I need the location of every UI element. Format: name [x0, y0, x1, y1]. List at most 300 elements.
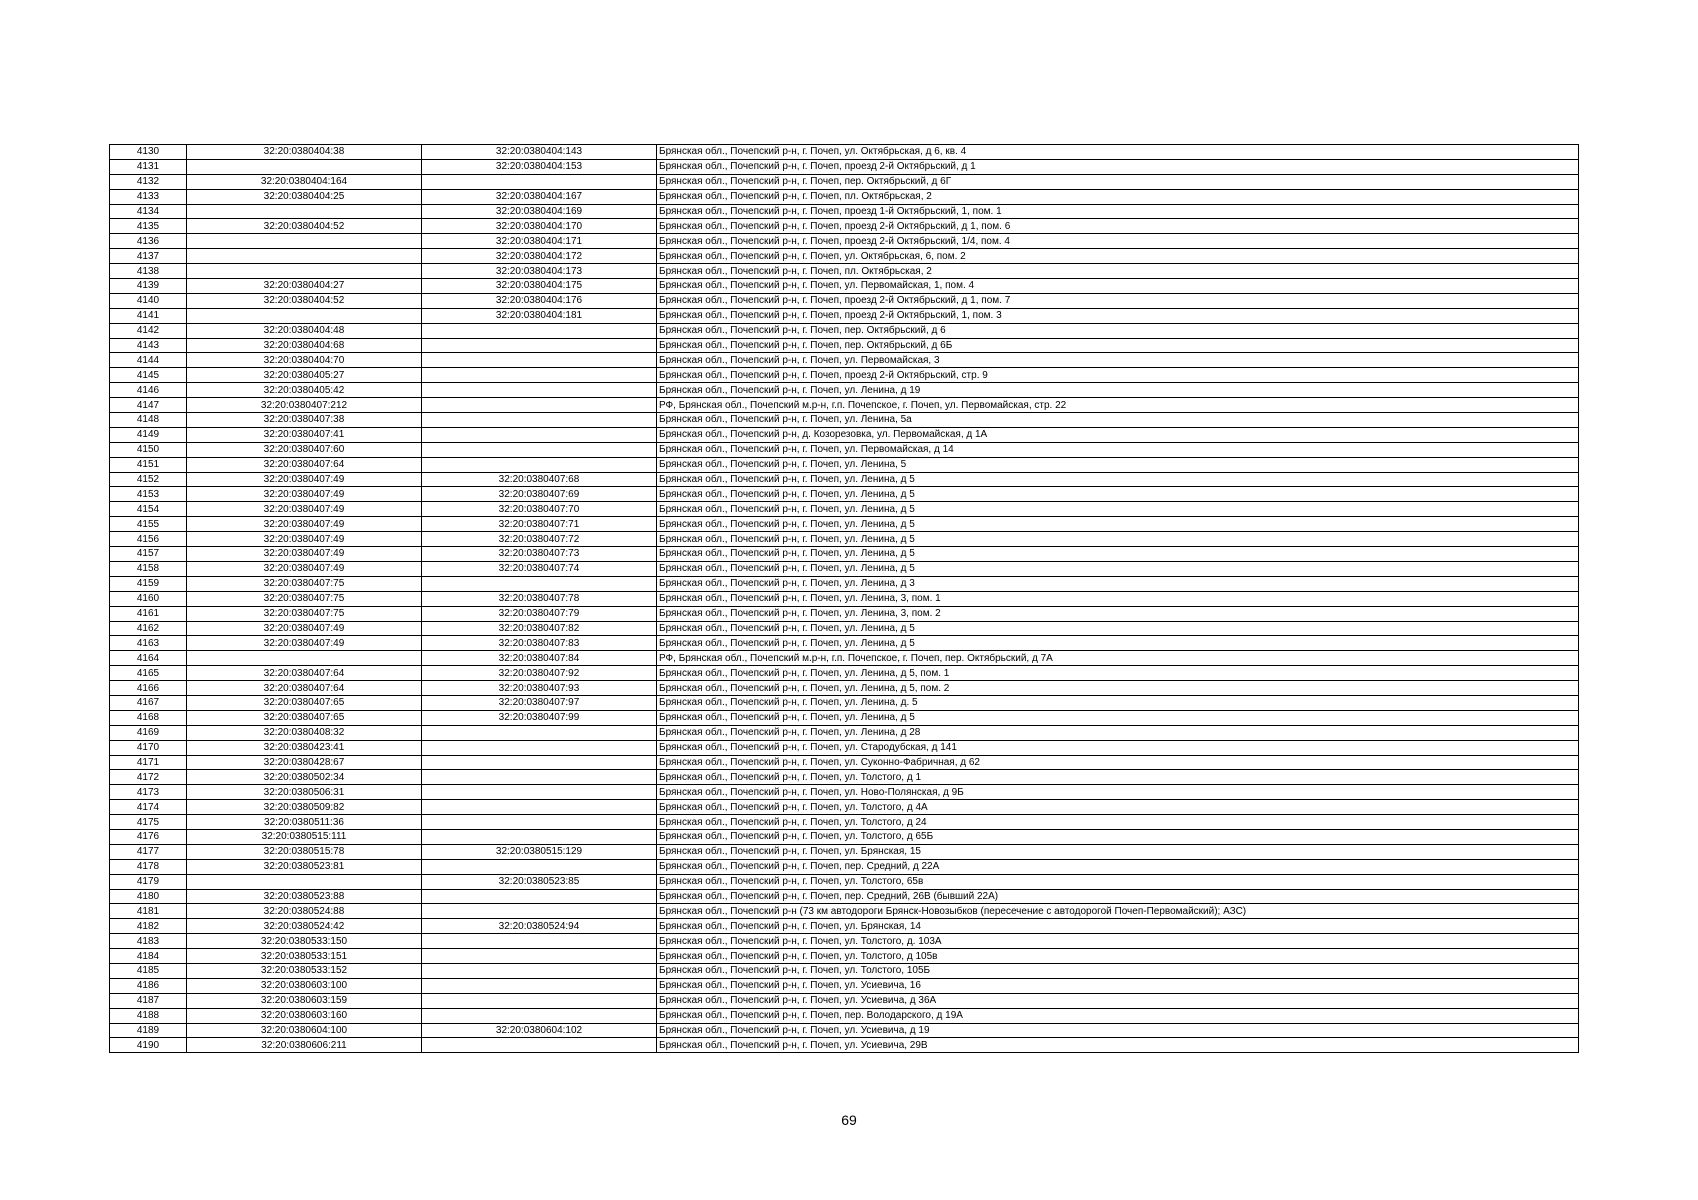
table-row [110, 1008, 1579, 1023]
land-cadastral-number-cell: 32:20:0380404:68 [187, 338, 422, 353]
object-cadastral-number-cell: 32:20:0380404:172 [422, 249, 657, 264]
row-number-cell: 4163 [110, 636, 187, 651]
table-row [110, 383, 1579, 398]
table-row [110, 740, 1579, 755]
row-number-cell: 4149 [110, 427, 187, 442]
table-row [110, 1038, 1579, 1053]
address-cell: Брянская обл., Почепский р-н, г. Почеп, ул. Толстого, д. 103А [657, 934, 1579, 949]
row-number-cell: 4182 [110, 919, 187, 934]
land-cadastral-number-cell: 32:20:0380502:34 [187, 770, 422, 785]
land-cadastral-number-cell: 32:20:0380603:160 [187, 1008, 422, 1023]
land-cadastral-number-cell [187, 874, 422, 889]
row-number-cell: 4162 [110, 621, 187, 636]
table-row [110, 606, 1579, 621]
address-cell: Брянская обл., Почепский р-н, г. Почеп, ул. Толстого, д 4А [657, 800, 1579, 815]
land-cadastral-number-cell: 32:20:0380533:152 [187, 963, 422, 978]
object-cadastral-number-cell: 32:20:0380407:97 [422, 695, 657, 710]
table-row [110, 338, 1579, 353]
address-cell: Брянская обл., Почепский р-н, г. Почеп, ул. Ленина, д 5 [657, 532, 1579, 547]
row-number-cell: 4144 [110, 353, 187, 368]
row-number-cell: 4168 [110, 710, 187, 725]
table-row [110, 785, 1579, 800]
land-cadastral-number-cell [187, 651, 422, 666]
table-row [110, 666, 1579, 681]
table-row [110, 829, 1579, 844]
row-number-cell: 4175 [110, 815, 187, 830]
table-row [110, 472, 1579, 487]
land-cadastral-number-cell: 32:20:0380404:38 [187, 145, 422, 160]
address-cell: Брянская обл., Почепский р-н, г. Почеп, ул. Ленина, д 5, пом. 1 [657, 666, 1579, 681]
object-cadastral-number-cell [422, 829, 657, 844]
address-cell: Брянская обл., Почепский р-н, г. Почеп, ул. Ленина, 3, пом. 1 [657, 591, 1579, 606]
row-number-cell: 4176 [110, 829, 187, 844]
row-number-cell: 4155 [110, 517, 187, 532]
land-cadastral-number-cell: 32:20:0380404:52 [187, 293, 422, 308]
land-cadastral-number-cell: 32:20:0380603:100 [187, 978, 422, 993]
land-cadastral-number-cell: 32:20:0380533:151 [187, 949, 422, 964]
table-row [110, 993, 1579, 1008]
land-cadastral-number-cell: 32:20:0380404:25 [187, 189, 422, 204]
table-row [110, 1023, 1579, 1038]
row-number-cell: 4139 [110, 279, 187, 294]
address-cell: Брянская обл., Почепский р-н, д. Козорезовка, ул. Первомайская, д 1А [657, 427, 1579, 442]
object-cadastral-number-cell: 32:20:0380404:153 [422, 159, 657, 174]
records-table [109, 144, 1579, 1053]
address-cell: Брянская обл., Почепский р-н, г. Почеп, ул. Октябрьская, 6, пом. 2 [657, 249, 1579, 264]
address-cell: Брянская обл., Почепский р-н, г. Почеп, ул. Ленина, д 5 [657, 547, 1579, 562]
object-cadastral-number-cell: 32:20:0380407:78 [422, 591, 657, 606]
object-cadastral-number-cell [422, 725, 657, 740]
object-cadastral-number-cell: 32:20:0380407:71 [422, 517, 657, 532]
land-cadastral-number-cell: 32:20:0380533:150 [187, 934, 422, 949]
row-number-cell: 4179 [110, 874, 187, 889]
row-number-cell: 4137 [110, 249, 187, 264]
table-row [110, 204, 1579, 219]
object-cadastral-number-cell [422, 174, 657, 189]
object-cadastral-number-cell: 32:20:0380407:93 [422, 681, 657, 696]
object-cadastral-number-cell: 32:20:0380524:94 [422, 919, 657, 934]
table-row [110, 874, 1579, 889]
land-cadastral-number-cell: 32:20:0380523:88 [187, 889, 422, 904]
land-cadastral-number-cell: 32:20:0380407:212 [187, 398, 422, 413]
address-cell: Брянская обл., Почепский р-н, г. Почеп, ул. Толстого, д 105в [657, 949, 1579, 964]
land-cadastral-number-cell: 32:20:0380407:49 [187, 636, 422, 651]
row-number-cell: 4138 [110, 264, 187, 279]
row-number-cell: 4133 [110, 189, 187, 204]
page-number: 69 [841, 1112, 857, 1128]
object-cadastral-number-cell [422, 427, 657, 442]
land-cadastral-number-cell: 32:20:0380407:64 [187, 681, 422, 696]
address-cell: Брянская обл., Почепский р-н, г. Почеп, пер. Средний, 26В (бывший 22А) [657, 889, 1579, 904]
object-cadastral-number-cell: 32:20:0380404:143 [422, 145, 657, 160]
row-number-cell: 4185 [110, 963, 187, 978]
row-number-cell: 4183 [110, 934, 187, 949]
table-row [110, 651, 1579, 666]
land-cadastral-number-cell: 32:20:0380407:49 [187, 621, 422, 636]
row-number-cell: 4167 [110, 695, 187, 710]
land-cadastral-number-cell: 32:20:0380524:42 [187, 919, 422, 934]
row-number-cell: 4174 [110, 800, 187, 815]
address-cell: Брянская обл., Почепский р-н, г. Почеп, пер. Володарского, д 19А [657, 1008, 1579, 1023]
address-cell: Брянская обл., Почепский р-н, г. Почеп, ул. Ленина, 3, пом. 2 [657, 606, 1579, 621]
address-cell: Брянская обл., Почепский р-н, г. Почеп, проезд 2-й Октябрьский, 1/4, пом. 4 [657, 234, 1579, 249]
object-cadastral-number-cell [422, 323, 657, 338]
address-cell: РФ, Брянская обл., Почепский м.р-н, г.п. Почепское, г. Почеп, пер. Октябрьский, д 7А [657, 651, 1579, 666]
object-cadastral-number-cell: 32:20:0380404:170 [422, 219, 657, 234]
row-number-cell: 4169 [110, 725, 187, 740]
object-cadastral-number-cell: 32:20:0380404:175 [422, 279, 657, 294]
table-row [110, 636, 1579, 651]
object-cadastral-number-cell: 32:20:0380407:84 [422, 651, 657, 666]
table-row [110, 502, 1579, 517]
row-number-cell: 4171 [110, 755, 187, 770]
address-cell: Брянская обл., Почепский р-н, г. Почеп, ул. Ленина, д 3 [657, 576, 1579, 591]
object-cadastral-number-cell: 32:20:0380404:167 [422, 189, 657, 204]
address-cell: Брянская обл., Почепский р-н, г. Почеп, ул. Ленина, д 5 [657, 636, 1579, 651]
object-cadastral-number-cell: 32:20:0380407:82 [422, 621, 657, 636]
address-cell: Брянская обл., Почепский р-н, г. Почеп, пер. Средний, д 22А [657, 859, 1579, 874]
table-row [110, 487, 1579, 502]
land-cadastral-number-cell: 32:20:0380404:27 [187, 279, 422, 294]
land-cadastral-number-cell: 32:20:0380515:78 [187, 844, 422, 859]
table-row [110, 800, 1579, 815]
address-cell: Брянская обл., Почепский р-н, г. Почеп, проезд 1-й Октябрьский, 1, пом. 1 [657, 204, 1579, 219]
address-cell: Брянская обл., Почепский р-н, г. Почеп, ул. Толстого, д 24 [657, 815, 1579, 830]
address-cell: Брянская обл., Почепский р-н, г. Почеп, проезд 2-й Октябрьский, стр. 9 [657, 368, 1579, 383]
object-cadastral-number-cell: 32:20:0380407:69 [422, 487, 657, 502]
land-cadastral-number-cell: 32:20:0380407:41 [187, 427, 422, 442]
address-cell: Брянская обл., Почепский р-н (73 км автодороги Брянск-Новозыбков (пересечение с автодорогой Почеп-Первомайский); АЗС) [657, 904, 1579, 919]
row-number-cell: 4135 [110, 219, 187, 234]
object-cadastral-number-cell: 32:20:0380515:129 [422, 844, 657, 859]
land-cadastral-number-cell: 32:20:0380407:49 [187, 532, 422, 547]
object-cadastral-number-cell [422, 785, 657, 800]
object-cadastral-number-cell [422, 949, 657, 964]
object-cadastral-number-cell [422, 457, 657, 472]
table-row [110, 844, 1579, 859]
object-cadastral-number-cell [422, 413, 657, 428]
table-row [110, 621, 1579, 636]
address-cell: Брянская обл., Почепский р-н, г. Почеп, ул. Толстого, 105Б [657, 963, 1579, 978]
object-cadastral-number-cell [422, 859, 657, 874]
object-cadastral-number-cell [422, 398, 657, 413]
row-number-cell: 4184 [110, 949, 187, 964]
table-row [110, 219, 1579, 234]
address-cell: Брянская обл., Почепский р-н, г. Почеп, ул. Ленина, д 19 [657, 383, 1579, 398]
row-number-cell: 4145 [110, 368, 187, 383]
table-row [110, 264, 1579, 279]
row-number-cell: 4148 [110, 413, 187, 428]
row-number-cell: 4150 [110, 442, 187, 457]
land-cadastral-number-cell: 32:20:0380509:82 [187, 800, 422, 815]
row-number-cell: 4156 [110, 532, 187, 547]
address-cell: Брянская обл., Почепский р-н, г. Почеп, ул. Ленина, 5а [657, 413, 1579, 428]
object-cadastral-number-cell [422, 576, 657, 591]
row-number-cell: 4141 [110, 308, 187, 323]
address-cell: Брянская обл., Почепский р-н, г. Почеп, ул. Толстого, д 1 [657, 770, 1579, 785]
address-cell: Брянская обл., Почепский р-н, г. Почеп, ул. Ленина, д 5 [657, 621, 1579, 636]
row-number-cell: 4170 [110, 740, 187, 755]
object-cadastral-number-cell [422, 1008, 657, 1023]
table-row [110, 949, 1579, 964]
land-cadastral-number-cell [187, 204, 422, 219]
row-number-cell: 4158 [110, 561, 187, 576]
table-row [110, 308, 1579, 323]
address-cell: Брянская обл., Почепский р-н, г. Почеп, ул. Суконно-Фабричная, д 62 [657, 755, 1579, 770]
table-row [110, 755, 1579, 770]
land-cadastral-number-cell: 32:20:0380404:52 [187, 219, 422, 234]
land-cadastral-number-cell: 32:20:0380407:75 [187, 591, 422, 606]
table-row [110, 323, 1579, 338]
object-cadastral-number-cell: 32:20:0380404:176 [422, 293, 657, 308]
land-cadastral-number-cell: 32:20:0380506:31 [187, 785, 422, 800]
table-row [110, 576, 1579, 591]
table-row [110, 591, 1579, 606]
object-cadastral-number-cell [422, 993, 657, 1008]
table-row [110, 725, 1579, 740]
row-number-cell: 4159 [110, 576, 187, 591]
row-number-cell: 4160 [110, 591, 187, 606]
table-row [110, 904, 1579, 919]
address-cell: Брянская обл., Почепский р-н, г. Почеп, ул. Усиевича, 16 [657, 978, 1579, 993]
address-cell: Брянская обл., Почепский р-н, г. Почеп, ул. Ленина, д. 5 [657, 695, 1579, 710]
object-cadastral-number-cell [422, 800, 657, 815]
address-cell: Брянская обл., Почепский р-н, г. Почеп, ул. Первомайская, 1, пом. 4 [657, 279, 1579, 294]
address-cell: Брянская обл., Почепский р-н, г. Почеп, ул. Стародубская, д 141 [657, 740, 1579, 755]
object-cadastral-number-cell [422, 978, 657, 993]
object-cadastral-number-cell [422, 889, 657, 904]
object-cadastral-number-cell [422, 383, 657, 398]
address-cell: Брянская обл., Почепский р-н, г. Почеп, ул. Усиевича, д 36А [657, 993, 1579, 1008]
object-cadastral-number-cell: 32:20:0380404:171 [422, 234, 657, 249]
land-cadastral-number-cell: 32:20:0380407:65 [187, 695, 422, 710]
table-row [110, 978, 1579, 993]
address-cell: Брянская обл., Почепский р-н, г. Почеп, ул. Брянская, 14 [657, 919, 1579, 934]
table-row [110, 189, 1579, 204]
land-cadastral-number-cell [187, 159, 422, 174]
land-cadastral-number-cell [187, 264, 422, 279]
land-cadastral-number-cell [187, 249, 422, 264]
table-row [110, 442, 1579, 457]
address-cell: Брянская обл., Почепский р-н, г. Почеп, ул. Толстого, д 65Б [657, 829, 1579, 844]
row-number-cell: 4190 [110, 1038, 187, 1053]
address-cell: Брянская обл., Почепский р-н, г. Почеп, ул. Октябрьская, д 6, кв. 4 [657, 145, 1579, 160]
address-cell: Брянская обл., Почепский р-н, г. Почеп, ул. Ленина, д 5 [657, 710, 1579, 725]
object-cadastral-number-cell: 32:20:0380407:73 [422, 547, 657, 562]
land-cadastral-number-cell: 32:20:0380407:49 [187, 487, 422, 502]
address-cell: Брянская обл., Почепский р-н, г. Почеп, пл. Октябрьская, 2 [657, 264, 1579, 279]
row-number-cell: 4186 [110, 978, 187, 993]
address-cell: Брянская обл., Почепский р-н, г. Почеп, ул. Усиевича, д 19 [657, 1023, 1579, 1038]
address-cell: Брянская обл., Почепский р-н, г. Почеп, проезд 2-й Октябрьский, 1, пом. 3 [657, 308, 1579, 323]
address-cell: Брянская обл., Почепский р-н, г. Почеп, ул. Ленина, д 28 [657, 725, 1579, 740]
address-cell: Брянская обл., Почепский р-н, г. Почеп, ул. Толстого, 65в [657, 874, 1579, 889]
land-cadastral-number-cell: 32:20:0380604:100 [187, 1023, 422, 1038]
table-row [110, 815, 1579, 830]
object-cadastral-number-cell [422, 353, 657, 368]
table-row [110, 561, 1579, 576]
address-cell: Брянская обл., Почепский р-н, г. Почеп, пер. Октябрьский, д 6 [657, 323, 1579, 338]
object-cadastral-number-cell: 32:20:0380404:169 [422, 204, 657, 219]
land-cadastral-number-cell: 32:20:0380407:64 [187, 457, 422, 472]
object-cadastral-number-cell [422, 368, 657, 383]
row-number-cell: 4132 [110, 174, 187, 189]
object-cadastral-number-cell [422, 338, 657, 353]
row-number-cell: 4140 [110, 293, 187, 308]
land-cadastral-number-cell: 32:20:0380423:41 [187, 740, 422, 755]
row-number-cell: 4146 [110, 383, 187, 398]
row-number-cell: 4153 [110, 487, 187, 502]
land-cadastral-number-cell: 32:20:0380428:67 [187, 755, 422, 770]
row-number-cell: 4136 [110, 234, 187, 249]
object-cadastral-number-cell [422, 1038, 657, 1053]
land-cadastral-number-cell: 32:20:0380407:49 [187, 547, 422, 562]
table-row [110, 174, 1579, 189]
table-row [110, 695, 1579, 710]
table-row [110, 934, 1579, 949]
table-row [110, 710, 1579, 725]
land-cadastral-number-cell: 32:20:0380524:88 [187, 904, 422, 919]
land-cadastral-number-cell: 32:20:0380407:49 [187, 472, 422, 487]
row-number-cell: 4154 [110, 502, 187, 517]
table-row [110, 517, 1579, 532]
object-cadastral-number-cell: 32:20:0380404:173 [422, 264, 657, 279]
row-number-cell: 4147 [110, 398, 187, 413]
row-number-cell: 4161 [110, 606, 187, 621]
land-cadastral-number-cell [187, 308, 422, 323]
object-cadastral-number-cell [422, 904, 657, 919]
land-cadastral-number-cell: 32:20:0380407:49 [187, 561, 422, 576]
row-number-cell: 4166 [110, 681, 187, 696]
table-row [110, 234, 1579, 249]
table-row [110, 681, 1579, 696]
object-cadastral-number-cell [422, 770, 657, 785]
row-number-cell: 4187 [110, 993, 187, 1008]
address-cell: Брянская обл., Почепский р-н, г. Почеп, ул. Ленина, д 5 [657, 502, 1579, 517]
table-row [110, 532, 1579, 547]
address-cell: РФ, Брянская обл., Почепский м.р-н, г.п. Почепское, г. Почеп, ул. Первомайская, стр. 22 [657, 398, 1579, 413]
object-cadastral-number-cell: 32:20:0380407:72 [422, 532, 657, 547]
address-cell: Брянская обл., Почепский р-н, г. Почеп, ул. Ленина, д 5, пом. 2 [657, 681, 1579, 696]
land-cadastral-number-cell: 32:20:0380407:64 [187, 666, 422, 681]
row-number-cell: 4143 [110, 338, 187, 353]
object-cadastral-number-cell [422, 963, 657, 978]
table-row [110, 770, 1579, 785]
table-row [110, 159, 1579, 174]
table-row [110, 279, 1579, 294]
land-cadastral-number-cell: 32:20:0380405:27 [187, 368, 422, 383]
records-body [110, 145, 1579, 1053]
row-number-cell: 4130 [110, 145, 187, 160]
row-number-cell: 4172 [110, 770, 187, 785]
address-cell: Брянская обл., Почепский р-н, г. Почеп, ул. Усиевича, 29В [657, 1038, 1579, 1053]
object-cadastral-number-cell: 32:20:0380407:70 [422, 502, 657, 517]
row-number-cell: 4189 [110, 1023, 187, 1038]
land-cadastral-number-cell: 32:20:0380606:211 [187, 1038, 422, 1053]
address-cell: Брянская обл., Почепский р-н, г. Почеп, ул. Ленина, 5 [657, 457, 1579, 472]
table-row [110, 427, 1579, 442]
object-cadastral-number-cell: 32:20:0380407:92 [422, 666, 657, 681]
object-cadastral-number-cell [422, 442, 657, 457]
address-cell: Брянская обл., Почепский р-н, г. Почеп, ул. Ленина, д 5 [657, 487, 1579, 502]
land-cadastral-number-cell: 32:20:0380407:75 [187, 576, 422, 591]
row-number-cell: 4151 [110, 457, 187, 472]
address-cell: Брянская обл., Почепский р-н, г. Почеп, пл. Октябрьская, 2 [657, 189, 1579, 204]
table-row [110, 547, 1579, 562]
row-number-cell: 4188 [110, 1008, 187, 1023]
land-cadastral-number-cell: 32:20:0380515:111 [187, 829, 422, 844]
table-row [110, 413, 1579, 428]
object-cadastral-number-cell: 32:20:0380407:83 [422, 636, 657, 651]
table-row [110, 457, 1579, 472]
row-number-cell: 4181 [110, 904, 187, 919]
object-cadastral-number-cell: 32:20:0380523:85 [422, 874, 657, 889]
land-cadastral-number-cell: 32:20:0380523:81 [187, 859, 422, 874]
land-cadastral-number-cell: 32:20:0380407:75 [187, 606, 422, 621]
table-row [110, 145, 1579, 160]
row-number-cell: 4157 [110, 547, 187, 562]
table-row [110, 919, 1579, 934]
land-cadastral-number-cell: 32:20:0380407:49 [187, 502, 422, 517]
land-cadastral-number-cell: 32:20:0380407:65 [187, 710, 422, 725]
address-cell: Брянская обл., Почепский р-н, г. Почеп, пер. Октябрьский, д 6Г [657, 174, 1579, 189]
object-cadastral-number-cell: 32:20:0380407:74 [422, 561, 657, 576]
table-row [110, 249, 1579, 264]
row-number-cell: 4164 [110, 651, 187, 666]
address-cell: Брянская обл., Почепский р-н, г. Почеп, ул. Первомайская, д 14 [657, 442, 1579, 457]
address-cell: Брянская обл., Почепский р-н, г. Почеп, проезд 2-й Октябрьский, д 1, пом. 6 [657, 219, 1579, 234]
land-cadastral-number-cell: 32:20:0380404:164 [187, 174, 422, 189]
address-cell: Брянская обл., Почепский р-н, г. Почеп, ул. Ново-Полянская, д 9Б [657, 785, 1579, 800]
object-cadastral-number-cell [422, 755, 657, 770]
address-cell: Брянская обл., Почепский р-н, г. Почеп, ул. Ленина, д 5 [657, 472, 1579, 487]
row-number-cell: 4173 [110, 785, 187, 800]
land-cadastral-number-cell: 32:20:0380408:32 [187, 725, 422, 740]
address-cell: Брянская обл., Почепский р-н, г. Почеп, проезд 2-й Октябрьский, д 1, пом. 7 [657, 293, 1579, 308]
land-cadastral-number-cell: 32:20:0380407:49 [187, 517, 422, 532]
row-number-cell: 4152 [110, 472, 187, 487]
table-row [110, 963, 1579, 978]
land-cadastral-number-cell: 32:20:0380404:48 [187, 323, 422, 338]
table-row [110, 293, 1579, 308]
land-cadastral-number-cell: 32:20:0380407:38 [187, 413, 422, 428]
object-cadastral-number-cell: 32:20:0380407:68 [422, 472, 657, 487]
address-cell: Брянская обл., Почепский р-н, г. Почеп, ул. Ленина, д 5 [657, 517, 1579, 532]
object-cadastral-number-cell: 32:20:0380407:79 [422, 606, 657, 621]
row-number-cell: 4165 [110, 666, 187, 681]
row-number-cell: 4180 [110, 889, 187, 904]
row-number-cell: 4178 [110, 859, 187, 874]
land-cadastral-number-cell: 32:20:0380405:42 [187, 383, 422, 398]
land-cadastral-number-cell: 32:20:0380511:36 [187, 815, 422, 830]
address-cell: Брянская обл., Почепский р-н, г. Почеп, проезд 2-й Октябрьский, д 1 [657, 159, 1579, 174]
object-cadastral-number-cell [422, 815, 657, 830]
land-cadastral-number-cell [187, 234, 422, 249]
row-number-cell: 4142 [110, 323, 187, 338]
land-cadastral-number-cell: 32:20:0380404:70 [187, 353, 422, 368]
row-number-cell: 4134 [110, 204, 187, 219]
table-row [110, 889, 1579, 904]
object-cadastral-number-cell [422, 740, 657, 755]
table-row [110, 398, 1579, 413]
land-cadastral-number-cell: 32:20:0380407:60 [187, 442, 422, 457]
object-cadastral-number-cell [422, 934, 657, 949]
table-row [110, 353, 1579, 368]
table-row [110, 368, 1579, 383]
land-cadastral-number-cell: 32:20:0380603:159 [187, 993, 422, 1008]
object-cadastral-number-cell: 32:20:0380407:99 [422, 710, 657, 725]
address-cell: Брянская обл., Почепский р-н, г. Почеп, ул. Первомайская, 3 [657, 353, 1579, 368]
